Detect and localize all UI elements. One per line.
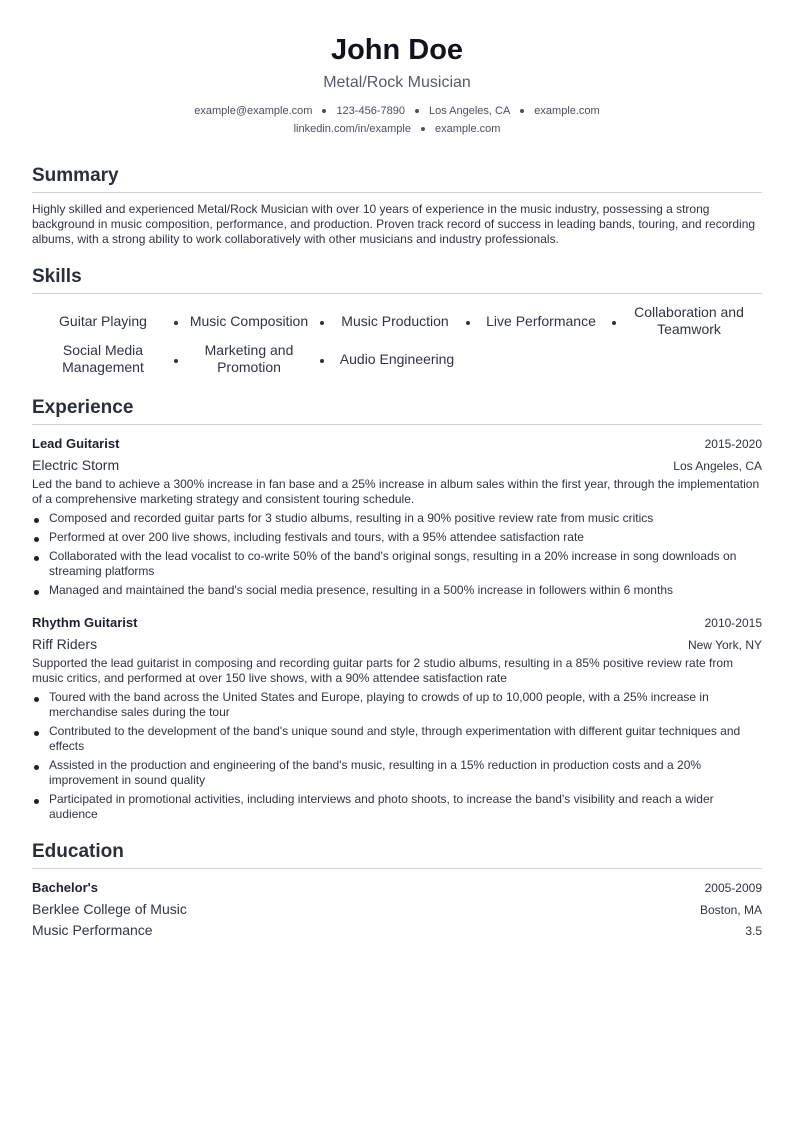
job-description: Led the band to achieve a 300% increase in fan base and a 25% increase in album sales within the first year, through the implementation of a comprehensive marketing strategy and consistent touring schedule. [32,477,760,506]
education-header-row [32,879,762,897]
bullet-text: Managed and maintained the band's social media presence, resulting in a 500% increase in followers within 6 months [49,583,673,597]
skill-label: Music Composition [189,312,309,329]
candidate-title: Metal/Rock Musician [323,74,471,91]
skills-list [32,302,762,378]
bullet-dot [34,799,39,804]
summary-section [32,164,762,247]
job-bullet [32,583,762,598]
job-location: Los Angeles, CA [673,459,762,473]
job-role: Lead Guitarist [32,436,120,451]
education-school-row [32,897,762,919]
bullet-text: Toured with the band across the United States and Europe, playing to crowds of up to 10,000 people, with a 25% increase in merchandise sales during the tour [49,690,709,719]
job-bullet [32,690,762,720]
contact-line-2 [32,120,762,138]
skill-item [324,302,470,340]
skill-label: Live Performance [486,312,596,329]
education-dates: 2005-2009 [704,881,762,895]
education-location: Boston, MA [699,903,762,917]
job-company: Electric Storm [32,457,120,473]
job-entry [32,614,762,822]
location-text: Los Angeles, CA [428,105,511,117]
skill-item [32,302,178,340]
job-bullets [32,690,762,822]
education-school: Berklee College of Music [32,901,187,917]
separator-dot [415,109,419,113]
job-company-row [32,632,762,654]
summary-heading: Summary [32,164,762,193]
bullet-dot [34,765,39,770]
job-bullet [32,549,762,579]
bullet-text: Collaborated with the lead vocalist to co-write 50% of the band's original songs, resulting in a 20% increase in song downloads on streaming platforms [49,549,737,578]
skill-label: Music Production [341,312,449,329]
separator-dot [421,127,425,131]
contact-line-1 [32,102,762,120]
skill-label: Collaboration and Teamwork [634,304,744,337]
skills-heading: Skills [32,265,762,294]
skill-label: Guitar Playing [59,312,147,329]
job-role: Rhythm Guitarist [32,615,138,630]
job-header-row [32,435,762,453]
bullet-dot [34,537,39,542]
experience-section [32,396,762,822]
bullet-text: Assisted in the production and engineering of the band's music, resulting in a 15% reduction in production costs and a 20% improvement in sound quality [49,758,702,787]
job-bullet [32,792,762,822]
linkedin-link[interactable]: linkedin.com/in/example [293,123,411,135]
job-bullets [32,511,762,598]
resume-header [32,0,762,138]
job-bullet [32,758,762,788]
bullet-text: Participated in promotional activities, including interviews and photo shoots, to increase the band's visibility and reach a wider audience [49,792,714,821]
bullet-dot [34,518,39,523]
education-gpa: 3.5 [745,924,762,938]
job-header-row [32,614,762,632]
education-entry [32,879,762,940]
separator-dot [520,109,524,113]
website-link-2[interactable]: example.com [434,123,501,135]
bullet-dot [34,556,39,561]
bullet-text: Performed at over 200 live shows, including festivals and tours, with a 95% attendee satisfaction rate [49,530,584,544]
summary-text: Highly skilled and experienced Metal/Rock Musician with over 10 years of experience in the music industry, possessing a strong background in music composition, performance, and production. Proven track record of success in leading bands, touring, and recording albums, with a strong ability to work collaboratively with other musicians and industry professionals. [32,202,756,246]
bullet-text: Composed and recorded guitar parts for 3 studio albums, resulting in a 90% positive review rate from music critics [49,511,654,525]
job-company: Riff Riders [32,636,98,652]
skill-item [178,302,324,340]
skill-item [178,340,324,378]
separator-dot [322,109,326,113]
skill-label: Audio Engineering [339,350,455,367]
skill-item [32,340,178,378]
job-bullet [32,530,762,545]
education-heading: Education [32,840,762,869]
bullet-dot [34,697,39,702]
phone-text: 123-456-7890 [336,105,405,117]
skill-label: Marketing and Promotion [204,342,294,375]
job-description: Supported the lead guitarist in composing and recording guitar parts for 2 studio albums, resulting in a 85% positive review rate from music critics, and performed at over 150 live shows, with a 90% attendee satisfaction rate [32,656,734,685]
education-degree: Bachelor's [32,880,98,895]
skill-item [616,302,762,340]
bullet-dot [34,731,39,736]
job-dates: 2015-2020 [704,437,762,451]
candidate-name: John Doe [330,34,464,66]
education-field-row [32,919,762,940]
bullet-dot [34,590,39,595]
education-field: Music Performance [32,922,153,938]
education-section [32,840,762,940]
skills-section [32,265,762,378]
job-company-row [32,453,762,475]
skill-item [470,302,616,340]
job-bullet [32,511,762,526]
skill-item [324,340,470,378]
experience-heading: Experience [32,396,762,425]
website-link[interactable]: example.com [534,105,600,117]
job-entry [32,435,762,598]
contact-info [32,102,762,138]
bullet-text: Contributed to the development of the band's unique sound and style, through experimentation with different guitar techniques and effects [49,724,741,753]
job-location: New York, NY [687,638,762,652]
skill-label: Social Media Management [62,342,144,375]
job-dates: 2010-2015 [704,616,762,630]
job-bullet [32,724,762,754]
email-link[interactable]: example@example.com [194,105,313,117]
